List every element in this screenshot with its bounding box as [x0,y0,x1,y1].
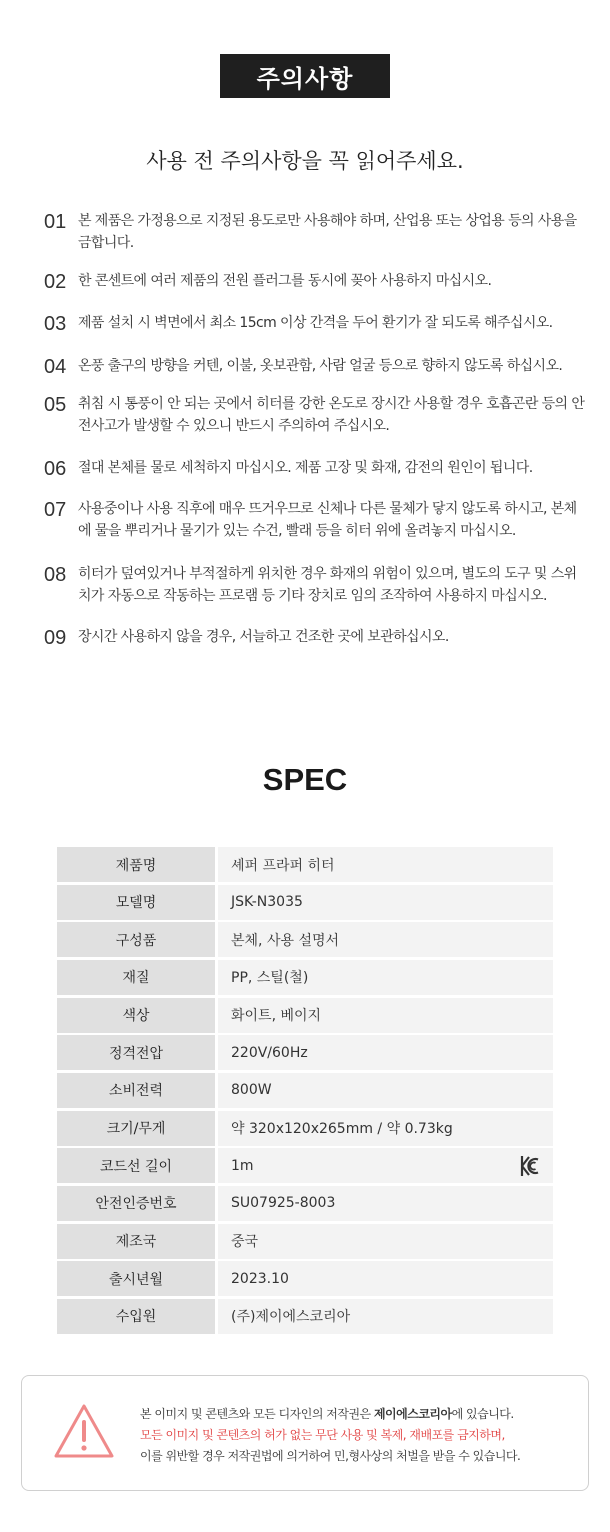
page-subtitle: 사용 전 주의사항을 꼭 읽어주세요. [146,149,464,173]
spec-value: 약 320x120x265mm / 약 0.73kg [218,1111,553,1146]
spec-row [57,1186,553,1221]
notice-number: 04 [44,356,67,378]
spec-value: 220V/60Hz [218,1035,553,1070]
spec-value: PP, 스틸(철) [218,960,553,995]
notice-item [44,210,589,270]
notice-item [44,355,589,393]
notice-item [44,270,589,312]
spec-row [57,1261,553,1296]
notice-item [44,498,589,563]
spec-label: 구성품 [57,922,215,957]
notice-number: 07 [44,499,67,521]
notice-list [44,210,589,666]
page-title: 주의사항 [220,54,390,98]
notice-item [44,626,589,666]
copyright-line-2: 모든 이미지 및 콘텐츠의 허가 없는 무단 사용 및 복제, 재배포를 금지하며, [140,1428,505,1442]
spec-value: 중국 [218,1224,553,1259]
notice-text: 히터가 덮여있거나 부적절하게 위치한 경우 화재의 위험이 있으며, 별도의 도구 및 스위치가 자동으로 작동하는 프로램 등 기타 장치로 임의 조작하여 사용하지 마십시오. [78,566,577,604]
notice-item [44,312,589,355]
copyright-line-1 [140,1404,580,1425]
notice-text: 제품 설치 시 벽면에서 최소 15cm 이상 간격을 두어 환기가 잘 되도록 해주십시오. [78,315,553,331]
spec-label: 정격전압 [57,1035,215,1070]
notice-number: 09 [44,627,67,649]
copyright-notice [21,1375,589,1491]
spec-label: 재질 [57,960,215,995]
spec-row [57,1148,553,1183]
copyright-text [140,1404,580,1467]
spec-value: 화이트, 베이지 [218,998,553,1033]
notice-text: 장시간 사용하지 않을 경우, 서늘하고 건조한 곳에 보관하십시오. [78,629,449,645]
spec-label: 모델명 [57,885,215,920]
spec-label: 코드선 길이 [57,1148,215,1183]
spec-row [57,960,553,995]
notice-text: 본 제품은 가정용으로 지정된 용도로만 사용해야 하며, 산업용 또는 상업용 등의 사용을 금합니다. [78,213,577,251]
notice-text: 절대 본체를 물로 세척하지 마십시오. 제품 고장 및 화재, 감전의 원인이 됩니다. [78,460,533,476]
warning-triangle-icon [52,1402,116,1460]
spec-row [57,1111,553,1146]
notice-number: 01 [44,211,67,233]
spec-value-with-icon [218,1148,553,1183]
copyright-company: 제이에스코리아 [373,1407,452,1421]
notice-text: 사용중이나 사용 직후에 매우 뜨거우므로 신체나 다른 물체가 닿지 않도록 하시고, 본체에 물을 뿌리거나 물기가 있는 수건, 빨래 등을 히터 위에 올려놓지 마십시오. [78,501,577,539]
spec-label: 출시년월 [57,1261,215,1296]
spec-value: SU07925-8003 [218,1186,553,1221]
spec-label: 소비전력 [57,1073,215,1108]
spec-value: 2023.10 [218,1261,553,1296]
spec-label: 제조국 [57,1224,215,1259]
notice-text: 온풍 출구의 방향을 커텐, 이불, 옷보관함, 사람 얼굴 등으로 향하지 않도록 하십시오. [78,358,563,374]
notice-number: 06 [44,458,67,480]
notice-text: 한 콘센트에 여러 제품의 전원 플러그를 동시에 꽂아 사용하지 마십시오. [78,273,492,289]
spec-value: 본체, 사용 설명서 [218,922,553,957]
spec-value-text: 1m [231,1157,254,1174]
spec-label: 크기/무게 [57,1111,215,1146]
copyright-line-1-suffix: 에 있습니다. [451,1407,514,1421]
spec-row [57,885,553,920]
kc-certification-icon [520,1154,540,1178]
spec-value: (주)제이에스코리아 [218,1299,553,1334]
notice-text: 취침 시 통풍이 안 되는 곳에서 히터를 강한 온도로 장시간 사용할 경우 호흡곤란 등의 안전사고가 발생할 수 있으니 반드시 주의하여 주십시오. [78,396,585,434]
copyright-line-3: 이를 위반할 경우 저작권법에 의거하여 민,형사상의 처벌을 받을 수 있습니다. [140,1449,521,1463]
spec-row [57,847,553,882]
notice-number: 03 [44,313,67,335]
spec-row [57,1299,553,1334]
notice-number: 08 [44,564,67,586]
spec-label: 안전인증번호 [57,1186,215,1221]
spec-value: 800W [218,1073,553,1108]
spec-label: 제품명 [57,847,215,882]
spec-label: 수입원 [57,1299,215,1334]
spec-row [57,922,553,957]
notice-item [44,563,589,626]
spec-row [57,1073,553,1108]
notice-item [44,393,589,457]
copyright-line-1-prefix: 본 이미지 및 콘텐츠와 모든 디자인의 저작권은 [140,1407,374,1421]
spec-value: JSK-N3035 [218,885,553,920]
notice-item [44,457,589,498]
spec-row [57,998,553,1033]
notice-number: 02 [44,271,67,293]
spec-table [57,847,553,1337]
spec-row [57,1224,553,1259]
spec-title: SPEC [262,762,348,797]
spec-value: 셰퍼 프라퍼 히터 [218,847,553,882]
spec-label: 색상 [57,998,215,1033]
spec-row [57,1035,553,1070]
notice-number: 05 [44,394,67,416]
